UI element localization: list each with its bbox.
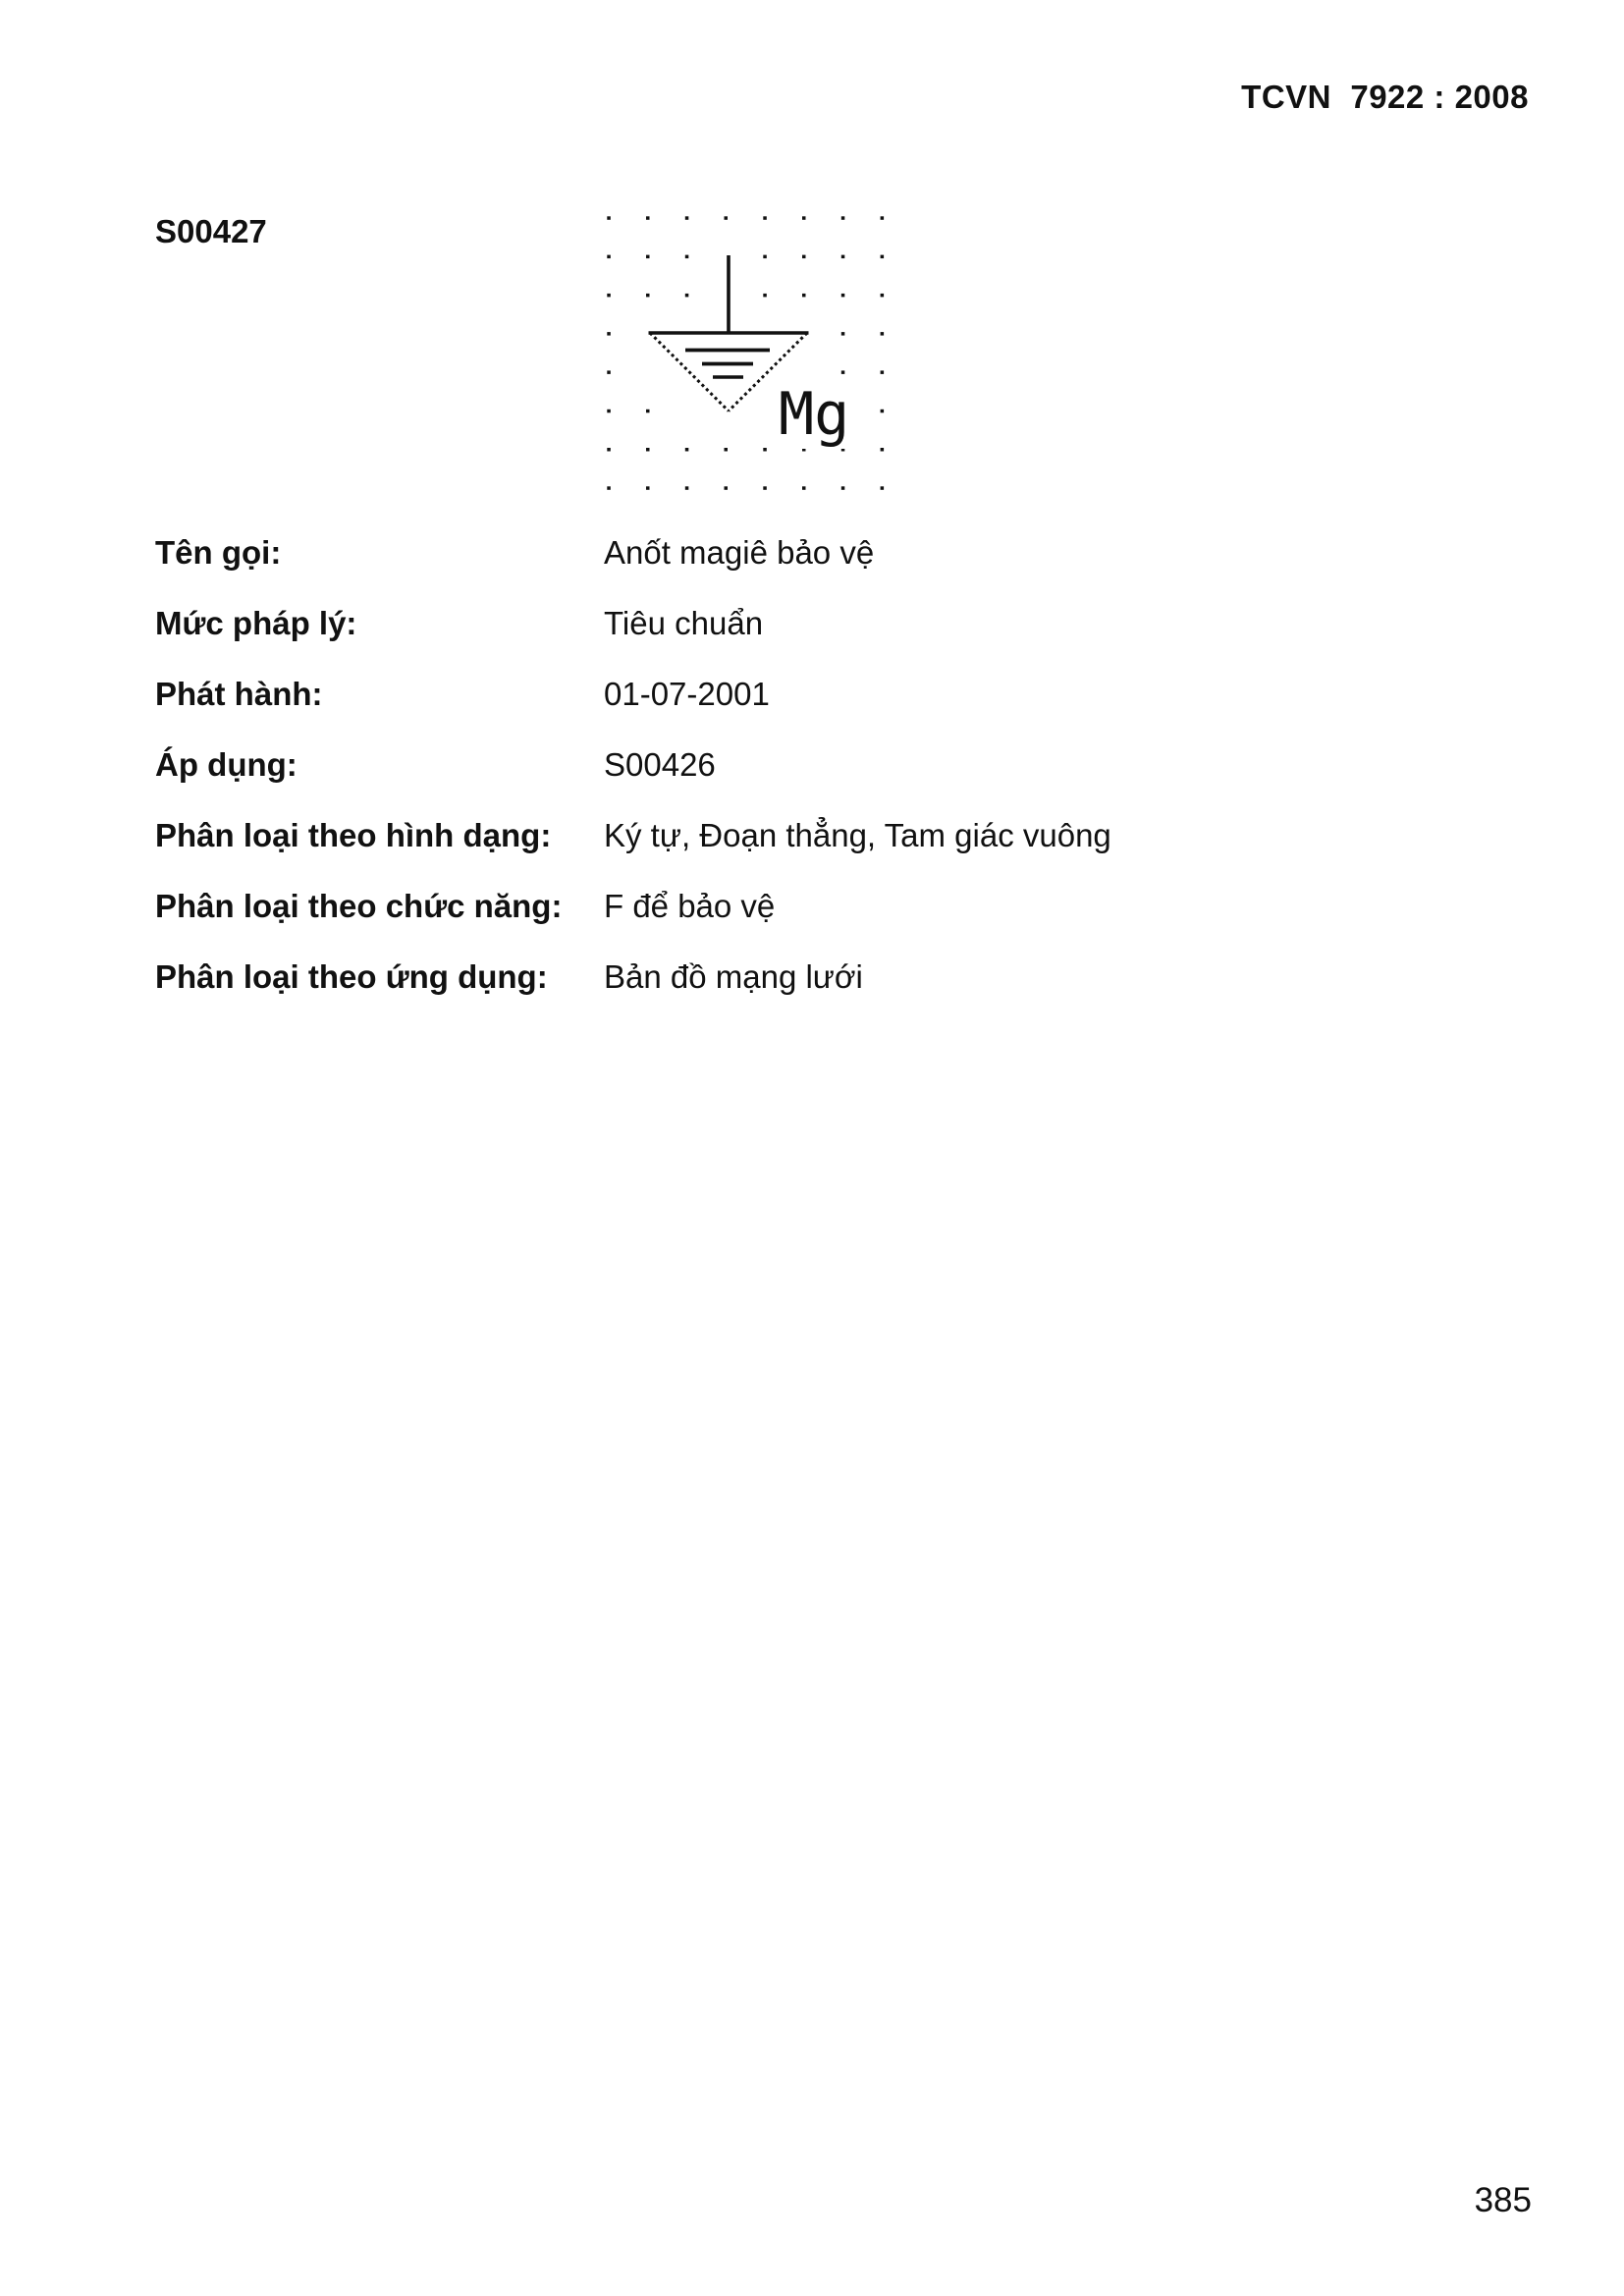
field-row-ap-dung <box>155 745 1565 785</box>
field-label: Phân loại theo hình dạng: <box>155 817 552 853</box>
field-label: Áp dụng: <box>155 746 298 783</box>
field-value: Ký tự, Đoạn thẳng, Tam giác vuông <box>604 817 1111 853</box>
field-label: Tên gọi: <box>155 534 282 571</box>
field-row-phan-loai-chuc-nang <box>155 887 1565 926</box>
field-value: Bản đồ mạng lưới <box>604 958 863 995</box>
field-row-phan-loai-ung-dung <box>155 957 1565 997</box>
magnesium-anode-symbol-figure <box>589 187 903 501</box>
symbol-id: S00427 <box>155 213 267 249</box>
field-row-phan-loai-hinh-dang <box>155 816 1565 855</box>
mg-label: Mg <box>779 380 850 449</box>
field-value: F để bảo vệ <box>604 888 776 924</box>
field-value: 01-07-2001 <box>604 676 770 712</box>
field-value: S00426 <box>604 746 716 783</box>
page-number: 385 <box>1474 2181 1532 2219</box>
field-label: Mức pháp lý: <box>155 605 357 641</box>
field-row-muc-phap-ly <box>155 604 1565 643</box>
field-label: Phát hành: <box>155 676 323 712</box>
field-row-phat-hanh <box>155 675 1565 714</box>
field-row-ten-goi <box>155 533 1565 573</box>
field-label: Phân loại theo chức năng: <box>155 888 563 924</box>
field-value: Anốt magiê bảo vệ <box>604 534 875 571</box>
field-value: Tiêu chuẩn <box>604 605 764 641</box>
document-standard-title: TCVN 7922 : 2008 <box>1241 79 1529 115</box>
field-label: Phân loại theo ứng dụng: <box>155 958 548 995</box>
